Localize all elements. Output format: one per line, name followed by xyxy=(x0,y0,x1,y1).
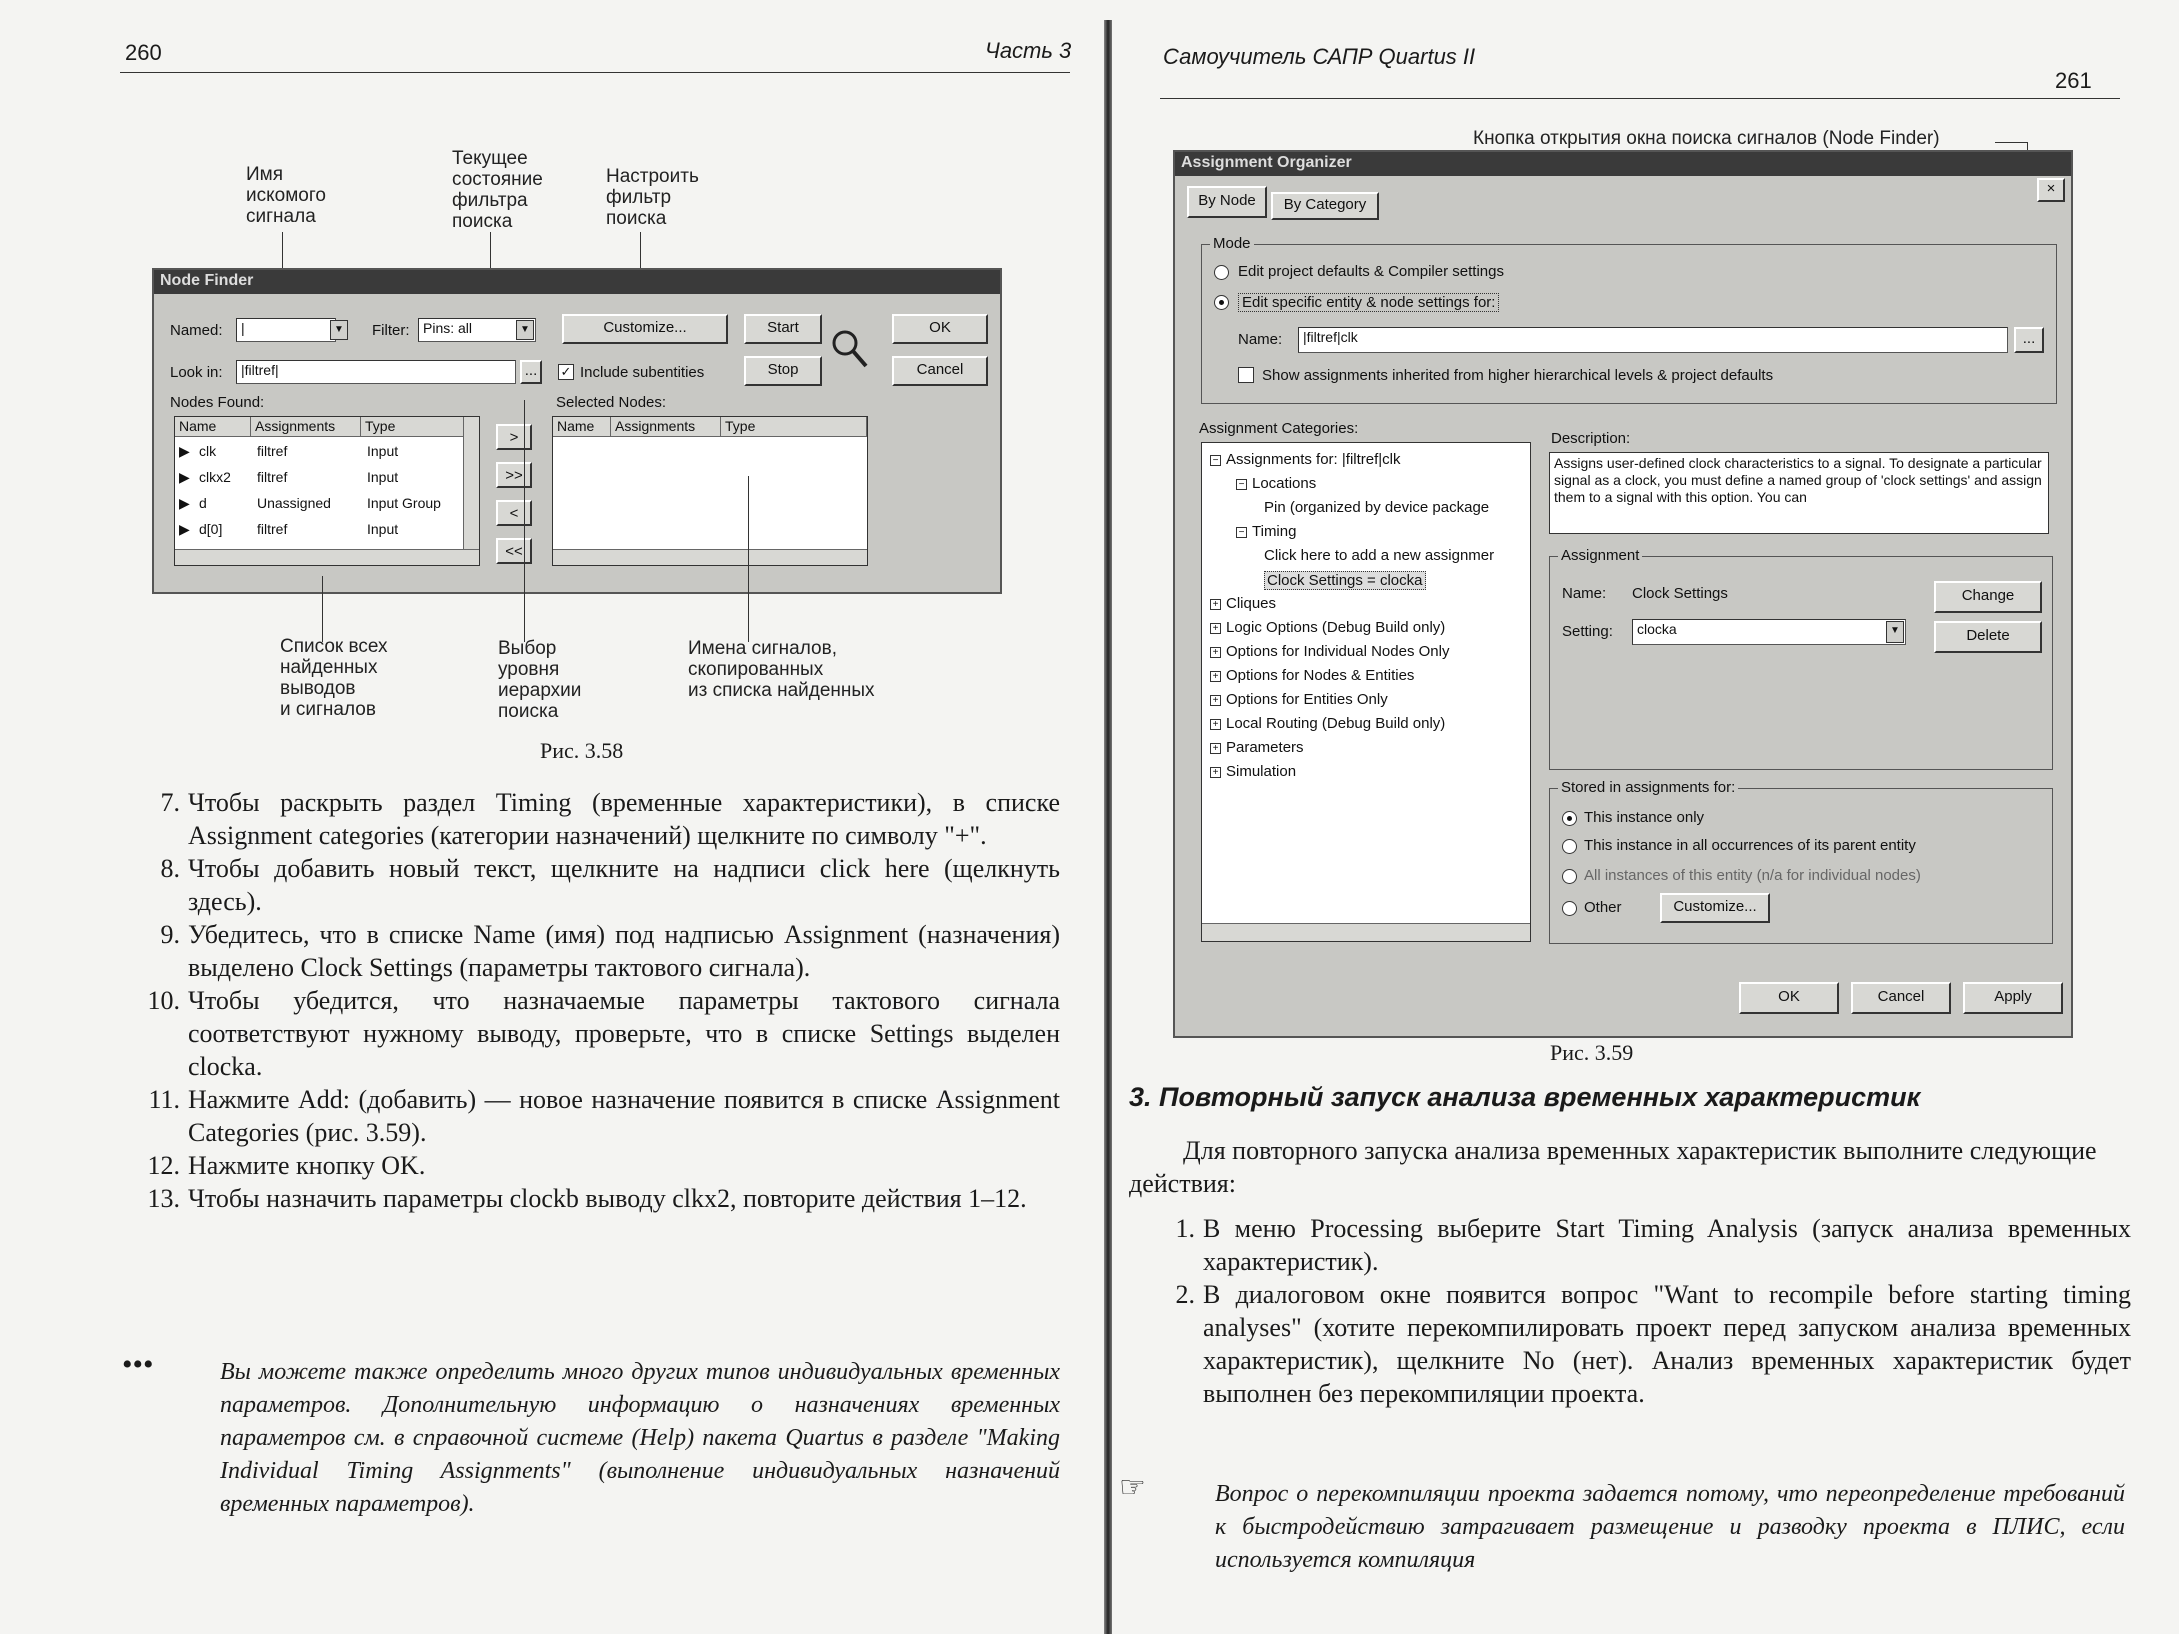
tree-item-selected[interactable]: Clock Settings = clocka xyxy=(1264,571,1426,590)
stored-radio-instance[interactable] xyxy=(1562,811,1577,826)
column-header[interactable]: Type xyxy=(361,417,465,437)
row-type: Input xyxy=(367,443,399,459)
list-item: 9. Убедитесь, что в списке Name (имя) под надписью Assignment (назначения) выделено Clock Settings (параметры тактового сигнала). xyxy=(160,920,1060,982)
tree-item[interactable]: − Assignments for: |filtref|clk xyxy=(1210,451,1401,468)
step-text: Чтобы убедится, что назначаемые параметры тактового сигнала соответствуют нужному выводу, проверьте, что в списке Settings выделен clocka. xyxy=(188,986,1060,1081)
table-row[interactable] xyxy=(175,493,465,517)
tree-item[interactable]: + Simulation xyxy=(1210,763,1296,780)
list-item: 12. Нажмите кнопку OK. xyxy=(147,1151,426,1180)
row-name: clkx2 xyxy=(199,469,231,485)
tree-item[interactable]: Click here to add a new assignmer xyxy=(1264,547,1495,564)
stored-radio-occurrences[interactable] xyxy=(1562,839,1577,854)
header-rule xyxy=(1160,98,2120,99)
page-number: 260 xyxy=(125,40,162,65)
section-title: 3. Повторный запуск анализа временных характеристик xyxy=(1129,1082,1921,1112)
stored-group-label: Stored in assignments for: xyxy=(1558,779,1738,796)
row-type: Input xyxy=(367,521,399,537)
tree-item[interactable]: + Options for Individual Nodes Only xyxy=(1210,643,1449,660)
include-subentities-label: Include subentities xyxy=(580,364,705,381)
mode-radio-defaults[interactable] xyxy=(1214,265,1229,280)
assign-name-label: Name: xyxy=(1562,585,1607,602)
nodes-found-list[interactable] xyxy=(174,416,480,566)
start-button[interactable]: Start xyxy=(744,314,822,344)
callout-leader xyxy=(524,400,525,642)
row-assignments: filtref xyxy=(257,443,288,459)
callout-leader xyxy=(322,576,323,642)
running-head: Часть 3 xyxy=(985,38,1072,63)
apply-button[interactable]: Apply xyxy=(1963,982,2063,1014)
note-icon: ••• xyxy=(122,1348,154,1381)
name-input[interactable]: |filtref|clk xyxy=(1298,327,2008,353)
node-finder-dialog xyxy=(152,268,1002,594)
named-label: Named: xyxy=(170,322,223,339)
stored-radio-other[interactable] xyxy=(1562,901,1577,916)
tree-item[interactable]: − Locations xyxy=(1236,475,1316,492)
page-number: 261 xyxy=(2055,68,2092,93)
row-type: Input Group xyxy=(367,495,441,511)
stored-radio-all-instances[interactable] xyxy=(1562,869,1577,884)
mode-option-label: Edit specific entity & node settings for: xyxy=(1238,293,1499,312)
dialog-title: Assignment Organizer xyxy=(1175,152,2071,176)
change-button[interactable]: Change xyxy=(1934,581,2042,613)
callout-customize-filter: Настроить фильтр поиска xyxy=(606,166,699,229)
vertical-scrollbar[interactable] xyxy=(463,417,479,549)
show-inherited-checkbox[interactable] xyxy=(1238,367,1254,383)
list-item: 10. Чтобы убедится, что назначаемые параметры тактового сигнала соответствуют нужному выводу, проверьте, что в списке Settings выделен clocka. xyxy=(147,986,1060,1081)
column-header[interactable]: Assignments xyxy=(611,417,721,437)
assignment-group-label: Assignment xyxy=(1558,547,1642,564)
pin-icon: ▶ xyxy=(179,521,190,537)
list-item: 13. Чтобы назначить параметры clockb выводу clkx2, повторите действия 1–12. xyxy=(147,1184,1027,1213)
chevron-down-icon[interactable]: ▼ xyxy=(516,320,534,340)
steps-list xyxy=(1155,1212,2131,1410)
column-header[interactable]: Assignments xyxy=(251,417,361,437)
horizontal-scrollbar[interactable] xyxy=(175,549,480,565)
chevron-down-icon[interactable]: ▼ xyxy=(1886,621,1904,643)
table-row[interactable] xyxy=(175,467,465,491)
pin-icon: ▶ xyxy=(179,469,190,485)
steps-list xyxy=(140,786,1060,1215)
tab-by-node[interactable]: By Node xyxy=(1187,186,1267,218)
list-item: 2. В диалоговом окне появится вопрос "Want to recompile before starting timing analyses" (хотите перекомпилировать проект перед запуском анализа временных характеристик), щелкните No (нет). Анализ временных характеристик будет выполнен без перекомпиляции проекта. xyxy=(1175,1280,2131,1408)
tree-item[interactable]: + Options for Entities Only xyxy=(1210,691,1388,708)
callout-leader xyxy=(748,476,749,642)
figure-caption: Рис. 3.59 xyxy=(1550,1040,1634,1065)
show-inherited-label: Show assignments inherited from higher hierarchical levels & project defaults xyxy=(1262,367,1774,384)
close-icon[interactable]: × xyxy=(2037,178,2065,202)
callout-signal-name: Имя искомого сигнала xyxy=(246,164,326,227)
assignment-organizer-dialog xyxy=(1173,150,2073,1038)
note-text: Вопрос о перекомпиляции проекта задается потому, что переопределение требований к быстродействию затрагивает размещение и разводку проекта в ПЛИС, если используется компиляция xyxy=(1215,1481,2125,1573)
nodes-found-label: Nodes Found: xyxy=(170,394,265,411)
step-text: В меню Processing выберите Start Timing Analysis (запуск анализа временных характеристик). xyxy=(1203,1214,2131,1276)
stored-option-label: All instances of this entity (n/a for individual nodes) xyxy=(1584,867,1921,884)
look-in-input[interactable]: |filtref| xyxy=(236,360,516,384)
step-text: Чтобы добавить новый текст, щелкните на надписи click here (щелкнуть здесь). xyxy=(188,854,1060,916)
categories-tree[interactable] xyxy=(1201,442,1531,942)
callout-filter-state: Текущее состояние фильтра поиска xyxy=(452,148,543,232)
row-name: d[0] xyxy=(199,521,223,537)
intro-paragraph: Для повторного запуска анализа временных характеристик выполните следующие действия: xyxy=(1129,1136,2097,1198)
customize-button[interactable]: Customize... xyxy=(1660,893,1770,923)
pin-group-icon: ▶ xyxy=(179,495,190,511)
mode-group xyxy=(1201,235,2057,404)
row-assignments: Unassigned xyxy=(257,495,331,511)
note-text: Вы можете также определить много других типов индивидуальных временных параметров. Дополнительную информацию о назначениях временных параметров см. в справочной системе (Help) пакета Quartus в разделе "Making Individual Timing Assignments" (выполнение индивидуальных назначений временных параметров). xyxy=(220,1359,1060,1517)
categories-label: Assignment Categories: xyxy=(1199,420,1359,437)
cancel-button[interactable]: Cancel xyxy=(1851,982,1951,1014)
filter-label: Filter: xyxy=(372,322,410,339)
row-name: d xyxy=(199,495,207,511)
table-row[interactable] xyxy=(175,441,465,465)
row-name: clk xyxy=(199,443,217,459)
description-label: Description: xyxy=(1551,430,1631,447)
right-page xyxy=(1115,0,2179,1634)
node-finder-button[interactable]: ... xyxy=(2014,327,2044,353)
pointing-hand-icon: ☞ xyxy=(1119,1471,1146,1504)
move-right-button[interactable]: > xyxy=(496,424,532,450)
stored-option-label: This instance in all occurrences of its parent entity xyxy=(1584,837,1916,854)
move-all-right-button[interactable]: >> xyxy=(496,462,532,488)
move-all-left-button[interactable]: << xyxy=(496,538,532,564)
callout-copied-names: Имена сигналов, скопированных из списка найденных xyxy=(688,638,875,701)
callout-node-finder: Кнопка открытия окна поиска сигналов (Node Finder) xyxy=(1473,128,1940,149)
magnifier-icon xyxy=(830,328,870,372)
chevron-down-icon[interactable]: ▼ xyxy=(330,320,348,340)
tree-item[interactable]: + Cliques xyxy=(1210,595,1276,612)
step-text: Нажмите Add: (добавить) — новое назначение появится в списке Assignment Categories (рис. 3.59). xyxy=(188,1085,1060,1147)
running-head: Самоучитель САПР Quartus II xyxy=(1163,44,1476,69)
tree-item[interactable]: − Timing xyxy=(1236,523,1296,540)
description-box: Assigns user-defined clock characteristics to a signal. To designate a particular signal as a clock, you must define a named group of 'clock settings' and assign them to a signal with this option. You can xyxy=(1549,452,2049,534)
customize-button[interactable]: Customize... xyxy=(562,314,728,344)
row-assignments: filtref xyxy=(257,469,288,485)
horizontal-scrollbar[interactable] xyxy=(1202,923,1531,941)
callout-hierarchy: Выбор уровня иерархии поиска xyxy=(498,638,582,722)
column-header[interactable]: Name xyxy=(175,417,251,437)
step-text: Чтобы назначить параметры clockb выводу clkx2, повторите действия 1–12. xyxy=(188,1184,1027,1213)
include-subentities-checkbox[interactable]: ✓ xyxy=(558,364,574,380)
delete-button[interactable]: Delete xyxy=(1934,621,2042,653)
callout-leader xyxy=(1995,142,2027,143)
list-item: 8. Чтобы добавить новый текст, щелкните на надписи click here (щелкнуть здесь). xyxy=(160,854,1060,916)
assignment-group xyxy=(1549,547,2053,770)
name-label: Name: xyxy=(1238,331,1283,348)
list-item: 7. Чтобы раскрыть раздел Timing (временные характеристики), в списке Assignment categories (категории назначений) щелкните по символу "+". xyxy=(160,788,1060,850)
mode-radio-specific[interactable] xyxy=(1214,295,1229,310)
dialog-title: Node Finder xyxy=(154,270,1000,294)
row-type: Input xyxy=(367,469,399,485)
tree-item[interactable]: + Parameters xyxy=(1210,739,1304,756)
stored-option-label: Other xyxy=(1584,899,1622,916)
column-header[interactable]: Name xyxy=(553,417,611,437)
stored-group xyxy=(1549,779,2053,944)
move-left-button[interactable]: < xyxy=(496,500,532,526)
stop-button[interactable]: Stop xyxy=(744,356,822,386)
row-assignments: filtref xyxy=(257,521,288,537)
book-spine xyxy=(1104,20,1112,1634)
pin-icon: ▶ xyxy=(179,443,190,459)
cancel-button[interactable]: Cancel xyxy=(892,356,988,386)
step-text: Нажмите кнопку OK. xyxy=(188,1151,426,1180)
step-text: Убедитесь, что в списке Name (имя) под надписью Assignment (назначения) выделено Clock Settings (параметры тактового сигнала). xyxy=(188,920,1060,982)
tree-item[interactable]: + Logic Options (Debug Build only) xyxy=(1210,619,1445,636)
tree-item[interactable]: + Options for Nodes & Entities xyxy=(1210,667,1414,684)
look-in-browse-button[interactable]: ... xyxy=(520,360,542,384)
setting-select[interactable]: clocka xyxy=(1632,619,1906,645)
step-text: В диалоговом окне появится вопрос "Want to recompile before starting timing analyses" (хотите перекомпилировать проект перед запуском анализа временных характеристик), щелкните No (нет). Анализ временных характеристик будет выполнен без перекомпиляции проекта. xyxy=(1203,1280,2131,1408)
stored-option-label: This instance only xyxy=(1584,809,1705,826)
figure-caption: Рис. 3.58 xyxy=(540,738,624,763)
selected-nodes-label: Selected Nodes: xyxy=(556,394,667,411)
setting-label: Setting: xyxy=(1562,623,1613,640)
step-text: Чтобы раскрыть раздел Timing (временные характеристики), в списке Assignment categories (категории назначений) щелкните по символу "+". xyxy=(188,788,1060,850)
horizontal-scrollbar[interactable] xyxy=(553,549,868,565)
tree-item[interactable]: + Local Routing (Debug Build only) xyxy=(1210,715,1445,732)
list-item: 1. В меню Processing выберите Start Timing Analysis (запуск анализа временных характеристик). xyxy=(1175,1214,2131,1276)
tree-item[interactable]: Pin (organized by device package xyxy=(1264,499,1490,516)
selected-nodes-list[interactable] xyxy=(552,416,868,566)
ok-button[interactable]: OK xyxy=(1739,982,1839,1014)
named-input[interactable]: | xyxy=(236,318,336,342)
tab-by-category[interactable]: By Category xyxy=(1271,192,1379,220)
callout-nodes-found: Список всех найденных выводов и сигналов xyxy=(280,636,388,720)
table-row[interactable] xyxy=(175,519,465,543)
look-in-label: Look in: xyxy=(170,364,223,381)
filter-select[interactable]: Pins: all xyxy=(418,318,536,342)
assign-name-value: Clock Settings xyxy=(1632,585,1728,602)
ok-button[interactable]: OK xyxy=(892,314,988,344)
mode-option-label: Edit project defaults & Compiler settings xyxy=(1238,263,1504,280)
header-rule xyxy=(120,72,1070,73)
list-item: 11. Нажмите Add: (добавить) — новое назначение появится в списке Assignment Categories (рис. 3.59). xyxy=(148,1085,1060,1147)
column-header[interactable]: Type xyxy=(721,417,867,437)
mode-group-label: Mode xyxy=(1210,235,1254,252)
